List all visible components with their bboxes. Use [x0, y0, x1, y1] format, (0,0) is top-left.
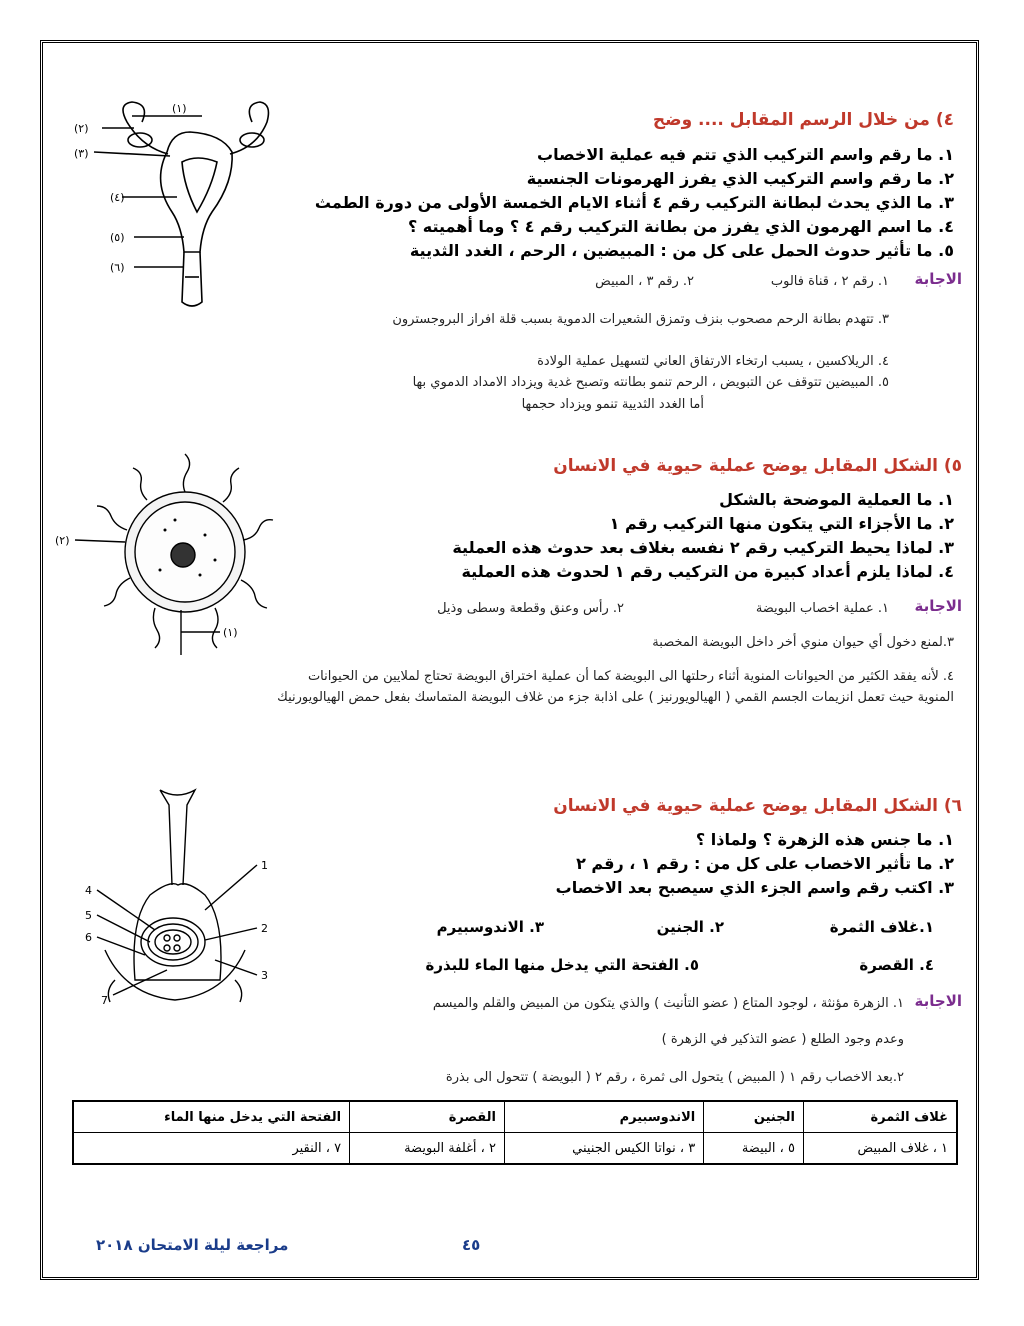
q6-question-3: ٣. اكتب رقم واسم الجزء الذي سيصبح بعد الاخصاب — [555, 878, 954, 897]
table-header: الجنين — [704, 1101, 804, 1133]
q6-answer-1: ١. الزهرة مؤنثة ، لوجود المتاع ( عضو التأنيث ) والذي يتكون من المبيض والقلم والميسم — [432, 996, 904, 1011]
table-header: الاندوسبيرم — [505, 1101, 704, 1133]
sperm-label-1: (١) — [223, 626, 238, 639]
q4-question-1: ١. ما رقم واسم التركيب الذي تتم فيه عملية الاخصاب — [537, 145, 954, 164]
uterus-diagram — [72, 92, 272, 317]
q6-option-3: ٣. الاندوسبيرم — [436, 918, 544, 936]
q5-questions — [452, 488, 954, 584]
table-cell: ٢ ، أغلفة البويضة — [350, 1133, 505, 1165]
fertilization-diagram — [55, 460, 280, 660]
q4-answer-4: ٤. الريلاكسين ، يسبب ارتخاء الارتفاق العاني لتسهيل عملية الولادة — [537, 354, 889, 369]
q6-answer-2: ٢.بعد الاخصاب رقم ١ ( المبيض ) يتحول الى ثمرة ، رقم ٢ ( البويضة ) تتحول الى بذرة — [445, 1070, 904, 1085]
q5-answer-2: ٢. رأس وعنق وقطعة وسطى وذيل — [437, 601, 624, 616]
q4-answer-3: ٣. تتهدم بطانة الرحم مصحوب بنزف وتمزق الشعيرات الدموية بسبب قلة افراز البروجسترون — [392, 312, 889, 327]
q6-option-2: ٢. الجنين — [656, 918, 724, 936]
q5-question-3: ٣. لماذا يحيط التركيب رقم ٢ نفسه بغلاف بعد حدوث هذه العملية — [452, 538, 954, 557]
table-cell: ٥ ، البيضة — [704, 1133, 804, 1165]
q5-title: ٥) الشكل المقابل يوضح عملية حيوية في الانسان — [553, 456, 962, 476]
uterus-label-4: (٤) — [110, 191, 125, 204]
flower-label-2: 2 — [261, 922, 268, 935]
table-header: غلاف الثمرة — [803, 1101, 957, 1133]
q6-questions — [556, 828, 954, 900]
flower-label-5: 5 — [85, 909, 92, 922]
q6-answer-label: الاجابة — [914, 992, 962, 1010]
q4-question-3: ٣. ما الذي يحدث لبطانة التركيب رقم ٤ أثناء الايام الخمسة الأولى من دورة الطمث — [314, 193, 954, 212]
uterus-label-3: (٣) — [74, 147, 89, 160]
q4-answer-2: ٢. رقم ٣ ، المبيض — [595, 274, 694, 289]
q4-question-5: ٥. ما تأثير حدوث الحمل على كل من : المبيضين ، الرحم ، الغدد الثديية — [409, 241, 954, 260]
egg-label-2: (٢) — [55, 534, 70, 547]
q6-option-5: ٥. الفتحة التي يدخل منها الماء للبذرة — [425, 956, 699, 974]
footer-title: مراجعة ليلة الامتحان ٢٠١٨ — [96, 1236, 289, 1254]
q6-option-1: ١.غلاف الثمرة — [829, 918, 934, 936]
uterus-label-2: (٢) — [74, 122, 89, 135]
table-header: الفتحة التي يدخل منها الماء — [73, 1101, 350, 1133]
q5-answer-label: الاجابة — [914, 597, 962, 615]
table-header-row — [73, 1101, 957, 1133]
flower-label-7: 7 — [101, 994, 108, 1007]
flower-label-6: 6 — [85, 931, 92, 944]
table-cell: ٣ ، نواتا الكيس الجنيني — [505, 1133, 704, 1165]
q4-answer-label: الاجابة — [914, 270, 962, 288]
q5-answer-4b: المنوية حيث تعمل انزيمات الجسم القمي ( الهيالويورنيز ) على اذابة جزء من غلاف البويضة المتماسك بفعل حمض الهيالويورنيك — [277, 690, 954, 705]
flower-label-1: 1 — [261, 859, 268, 872]
q6-question-1: ١. ما جنس هذه الزهرة ؟ ولماذا ؟ — [695, 830, 954, 849]
q5-answer-1: ١. عملية اخصاب البويضة — [755, 601, 889, 616]
q6-title: ٦) الشكل المقابل يوضح عملية حيوية في الانسان — [553, 796, 962, 816]
q5-question-1: ١. ما العملية الموضحة بالشكل — [719, 490, 954, 509]
q6-question-2: ٢. ما تأثير الاخصاب على كل من : رقم ١ ، رقم ٢ — [576, 854, 954, 873]
q4-answer-5b: أما الغدد الثديية تنمو ويزداد حجمها — [521, 397, 704, 412]
q5-answer-4: ٤. لأنه يفقد الكثير من الحيوانات المنوية أثناء رحلتها الى البويضة كما أن عملية اختراق البويضة تحتاج لملايين من الحيوانات — [307, 669, 954, 684]
flower-diagram — [75, 780, 280, 1010]
q4-question-4: ٤. ما اسم الهرمون الذي يفرز من بطانة التركيب رقم ٤ ؟ وما أهميته ؟ — [407, 217, 954, 236]
flower-label-4: 4 — [85, 884, 92, 897]
q4-questions — [315, 143, 954, 263]
uterus-label-5: (٥) — [110, 231, 125, 244]
uterus-label-1: (١) — [172, 102, 187, 115]
page-number: ٤٥ — [462, 1236, 481, 1254]
table-cell: ٧ ، النقير — [73, 1133, 350, 1165]
uterus-label-6: (٦) — [110, 261, 125, 274]
q4-question-2: ٢. ما رقم واسم التركيب الذي يفرز الهرمونات الجنسية — [526, 169, 954, 188]
q4-answer-5: ٥. المبيضين تتوقف عن التبويض ، الرحم تنمو بطانته وتصبح غدية ويزداد الامداد الدموي بها — [412, 375, 889, 390]
answers-table — [72, 1100, 958, 1165]
q6-option-4: ٤. القصرة — [859, 956, 934, 974]
q4-title: ٤) من خلال الرسم المقابل .... وضح — [652, 110, 954, 130]
q6-answer-1b: وعدم وجود الطلع ( عضو التذكير في الزهرة ) — [661, 1032, 904, 1047]
q5-answer-3: ٣.لمنع دخول أي حيوان منوي أخر داخل البويضة المخصبة — [652, 635, 954, 650]
table-cell: ١ ، غلاف المبيض — [803, 1133, 957, 1165]
q5-question-2: ٢. ما الأجزاء التي يتكون منها التركيب رقم ١ — [609, 514, 954, 533]
table-header: القصرة — [350, 1101, 505, 1133]
flower-label-3: 3 — [261, 969, 268, 982]
q5-question-4: ٤. لماذا يلزم أعداد كبيرة من التركيب رقم ١ لحدوث هذه العملية — [461, 562, 954, 581]
q4-answer-1: ١. رقم ٢ ، قناة فالوب — [770, 274, 889, 289]
table-row — [73, 1133, 957, 1165]
